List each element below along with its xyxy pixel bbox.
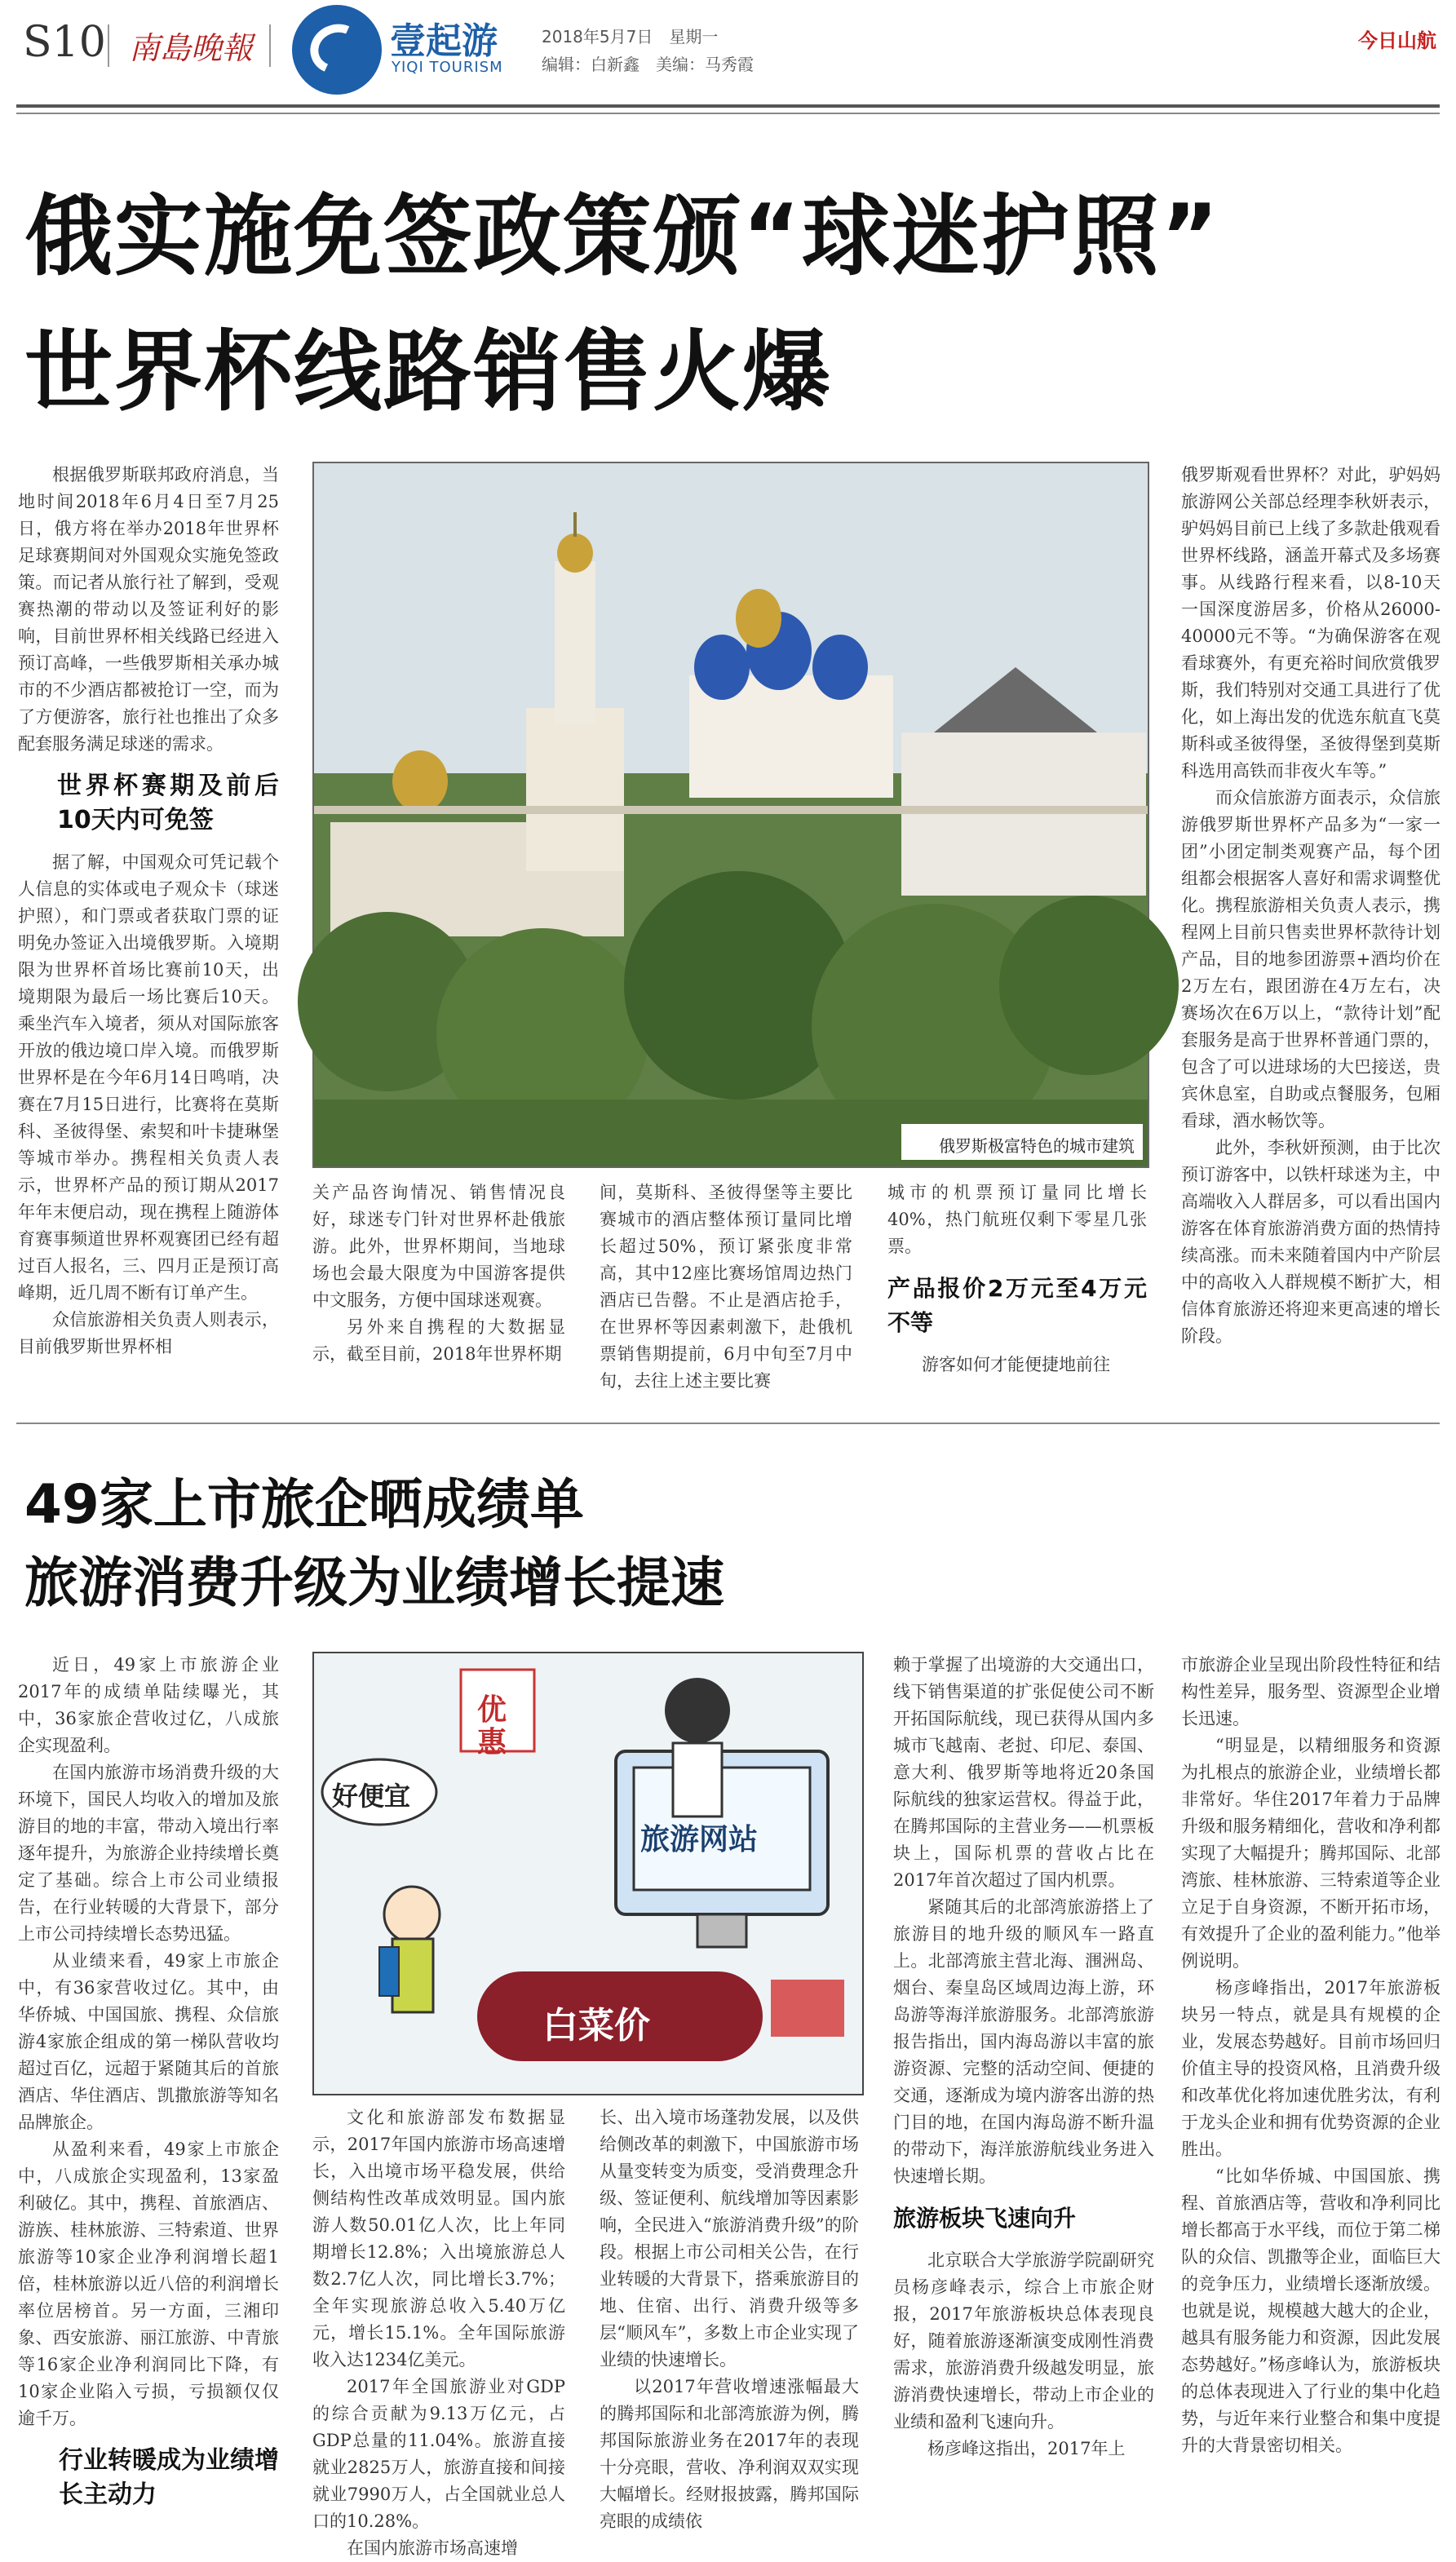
cartoon-illustration: [312, 1652, 864, 2095]
page-number: S10: [23, 18, 106, 67]
paragraph: 在国内旅游市场消费升级的大环境下，国民人均收入的增加及旅游目的地的丰富，带动入境出行率逐年提升，为旅游企业持续增长奠定了基础。综合上市公司业绩报告，在行业转暖的大背景下，部分上市公司持续增长态势迅猛。: [18, 1763, 279, 1944]
article2-title-line1: 49家上市旅企晒成绩单: [24, 1473, 584, 1536]
cartoon-sale-tag: 优惠: [477, 1693, 507, 1759]
paragraph: 此外，李秋妍预测，由于比次预订游客中，以铁杆球迷为主，中高端收入人群居多，可以看出国内游客在体育旅游消费方面的热情持续高涨。而未来随着国内中产阶层中的高收入人群规模不断扩大，相信体育旅游还将迎来更高速的增长阶段。: [1181, 1138, 1441, 1346]
article1-column-4: [887, 1179, 1147, 1398]
section-divider: [16, 1423, 1440, 1424]
paragraph: 从盈利来看，49家上市旅企中，八成旅企实现盈利，13家盈利破亿。其中，携程、首旅酒店、游族、桂林旅游、三特索道、世界旅游等10家企业净利润增长超1倍，桂林旅游以近八倍的利润增长率位居榜首。另一方面，三湘印象、西安旅游、丽江旅游、中青旅等16家企业净利润同比下降，有10家企业陷入亏损，亏损额仅仅逾千万。: [18, 2139, 279, 2428]
article1-subhead-1: 世界杯赛期及前后10天内可免签: [57, 772, 279, 834]
article1-column-3: [600, 1179, 852, 1398]
article2-subhead-1: 行业转暖成为业绩增长主动力: [59, 2446, 279, 2509]
paragraph: “明显是，以精细服务和资源为扎根点的旅游企业，业绩增长都非常好。华住2017年着力于品牌升级和服务精细化，营收和净利都实现了大幅提升；腾邦国际、北部湾旅、桂林旅游、三特索道等企业立足于自身资源，不断开拓市场，有效提升了企业的盈利能力。”他举例说明。: [1181, 1736, 1441, 1971]
article2-column-4: [893, 1652, 1154, 2484]
photo1-caption: 俄罗斯极富特色的城市建筑: [939, 1136, 1135, 1156]
newspaper-name: 南島晚報: [129, 30, 254, 66]
paragraph: 杨彦峰这指出，2017年上: [927, 2439, 1126, 2458]
article1-column-1: [18, 462, 279, 1398]
monastery-photo: [312, 462, 1149, 1168]
header-rule-thin: [16, 113, 1440, 114]
article2-column-1: [18, 1652, 279, 2509]
article1-subhead-2: 产品报价2万元至4万元不等: [887, 1275, 1147, 1336]
article1-title-line2: 世界杯线路销售火爆: [24, 321, 833, 423]
paragraph: 城市的机票预订量同比增长40%，热门航班仅剩下零星几张票。: [887, 1183, 1147, 1256]
paragraph: “比如华侨城、中国国旅、携程、首旅酒店等，营收和净利同比增长都高于水平线，而位于第二梯队的众信、凯撒等企业，面临巨大的竞争压力，业绩增长逐渐放缓。也就是说，规模越大越大的企业，越具有服务能力和资源，因此发展态势越好。”杨彦峰认为，旅游板块的总体表现进入了行业的集中化趋势，与近年来行业整合和集中度提升的大背景密切相关。: [1181, 2166, 1441, 2455]
section-name: 今日山航: [1358, 29, 1436, 52]
article1-column-5: [1181, 462, 1441, 1398]
issue-meta: [542, 23, 754, 78]
paragraph: 文化和旅游部发布数据显示，2017年国内旅游市场高速增长，入出境市场平稳发展，供给侧结构性改革成效明显。国内旅游人数50.01亿人次，比上年同期增长12.8%；入出境旅游总人数2.7亿人次，同比增长3.7%；全年实现旅游总收入5.40万亿元，增长15.1%。全年国际旅游收入达1234亿美元。: [312, 2108, 565, 2370]
paragraph: 关产品咨询情况、销售情况良好，球迷专门针对世界杯赴俄旅游。此外，世界杯期间，当地球场也会最大限度为中国游客提供中文服务，方便中国球迷观赛。: [312, 1183, 565, 1310]
issue-date: 2018年5月7日 星期一: [542, 27, 719, 46]
paragraph: 众信旅游相关负责人则表示，目前俄罗斯世界杯相: [18, 1310, 279, 1356]
paragraph: 市旅游企业呈现出阶段性特征和结构性差异，服务型、资源型企业增长迅速。: [1181, 1655, 1441, 1728]
article2-column-5: [1181, 1652, 1441, 2484]
paragraph: 从业绩来看，49家上市旅企中，有36家营收过亿。其中，由华侨城、中国国旅、携程、众信旅游4家旅企组成的第一梯队营收均超过百亿，远超于紧随其后的首旅酒店、华住酒店、凯撒旅游等知名品牌旅企。: [18, 1951, 279, 2132]
article1-title-line1: 俄实施免签政策颁“球迷护照”: [24, 186, 1220, 288]
article2-title-line2: 旅游消费升级为业绩增长提速: [24, 1551, 724, 1614]
paragraph: 以2017年营收增速涨幅最大的腾邦国际和北部湾旅游为例，腾邦国际旅游业务在2017年的表现十分亮眼，营收、净利润双双实现大幅增长。经财报披露，腾邦国际亮眼的成绩依: [600, 2377, 859, 2531]
header-divider: [108, 24, 109, 67]
paragraph: 游客如何才能便捷地前往: [922, 1355, 1110, 1374]
paragraph: 长、出入境市场蓬勃发展，以及供给侧改革的刺激下，中国旅游市场从量变转变为质变，受消费理念升级、签证便利、航线增加等因素影响，全民进入“旅游消费升级”的阶段。根据上市公司相关公告，在行业转暖的大背景下，搭乘旅游目的地、住宿、出行、消费升级等多层“顺风车”，多数上市企业实现了业绩的快速增长。: [600, 2108, 859, 2370]
paragraph: 间，莫斯科、圣彼得堡等主要比赛城市的酒店整体预订量同比增长超过50%，预订紧张度非常高，其中12座比赛场馆周边热门酒店已告罄。不止是酒店抢手，在世界杯等因素刺激下，赴俄机票销售期提前，6月中旬至7月中旬，去往上述主要比赛: [600, 1183, 852, 1391]
article2-column-2: [312, 2104, 565, 2558]
article2-column-3: [600, 2104, 859, 2531]
header-divider: [269, 24, 271, 67]
paragraph: 北京联合大学旅游学院副研究员杨彦峰表示，综合上市旅企财报，2017年旅游板块总体表现良好，随着旅游逐渐演变成刚性消费需求，旅游消费升级越发明显，旅游消费快速增长，带动上市企业的业绩和盈利飞速向升。: [893, 2250, 1154, 2431]
brand-name-en: YIQI TOURISM: [392, 59, 503, 76]
issue-editors: 编辑：白新鑫 美编：马秀霞: [542, 55, 754, 74]
paragraph: 据了解，中国观众可凭记载个人信息的实体或电子观众卡（球迷护照），和门票或者获取门票的证明免办签证入出境俄罗斯。入境期限为世界杯首场比赛前10天，出境期限为最后一场比赛后10天。乘坐汽车入境者，须从对国际旅客开放的俄边境口岸入境。而俄罗斯世界杯是在今年6月14日鸣哨，决赛在7月15日进行，比赛将在莫斯科、圣彼得堡、索契和叶卡捷琳堡等城市举办。携程相关负责人表示，世界杯产品的预订期从2017年年末便启动，现在携程上随游体育赛事频道世界杯观赛团已经有超过百人报名，三、四月正是预订高峰期，近几周不断有订单产生。: [18, 852, 279, 1303]
paragraph: 另外来自携程的大数据显示，截至目前，2018年世界杯期: [312, 1317, 565, 1364]
cartoon-speech: 好便宜: [332, 1781, 411, 1812]
paragraph: 在国内旅游市场高速增: [347, 2538, 518, 2558]
article1-column-2: [312, 1179, 565, 1398]
cartoon-site-label: 旅游网站: [640, 1823, 759, 1856]
monastery-illustration: [314, 463, 1148, 1166]
paragraph: 赖于掌握了出境游的大交通出口，线下销售渠道的扩张促使公司不断开拓国际航线，现已获得从国内多城市飞越南、老挝、印尼、泰国、意大利、俄罗斯等地将近20条国际航线的独家运营权。得益于此，在腾邦国际的主营业务——机票板块上，国际机票的营收占比在2017年首次超过了国内机票。: [893, 1655, 1154, 1890]
header-rule: [16, 104, 1440, 108]
paragraph: 而众信旅游方面表示，众信旅游俄罗斯世界杯产品多为“一家一团”小团定制类观赛产品，每个团组都会根据客人喜好和需求调整优化。携程旅游相关负责人表示，携程网上目前只售卖世界杯款待计划产品，目的地参团游票+酒均价在2万左右，跟团游在4万左右，决赛场次在6万以上，“款待计划”配套服务是高于世界杯普通门票的，包含了可以进球场的大巴接送，贵宾休息室，自助或点餐服务，包厢看球，酒水畅饮等。: [1181, 788, 1441, 1131]
paragraph: 2017年全国旅游业对GDP的综合贡献为9.13万亿元，占GDP总量的11.04%。旅游直接就业2825万人，旅游直接和间接就业7990万人，占全国就业总人口的10.28%。: [312, 2377, 565, 2531]
paragraph: 杨彦峰指出，2017年旅游板块另一特点，就是具有规模的企业，发展态势越好。目前市场回归价值主导的投资风格，且消费升级和改革优化将加速优胜劣汰，有利于龙头企业和拥有优势资源的企业胜出。: [1181, 1978, 1441, 2159]
paragraph: 根据俄罗斯联邦政府消息，当地时间2018年6月4日至7月25日，俄方将在举办2018年世界杯足球赛期间对外国观众实施免签政策。而记者从旅行社了解到，受观赛热潮的带动以及签证利好的影响，目前世界杯相关线路已经进入预订高峰，一些俄罗斯相关承办城市的不少酒店都被抢订一空，而为了方便游客，旅行社也推出了众多配套服务满足球迷的需求。: [18, 465, 279, 754]
paragraph: 近日，49家上市旅游企业2017年的成绩单陆续曝光，其中，36家旅企营收过亿，八成旅企实现盈利。: [18, 1655, 279, 1755]
cartoon-price-label: 白菜价: [542, 2005, 650, 2047]
paragraph: 俄罗斯观看世界杯？对此，驴妈妈旅游网公关部总经理李秋妍表示，驴妈妈目前已上线了多款赴俄观看世界杯线路，涵盖开幕式及多场赛事。从线路行程来看，以8-10天一国深度游居多，价格从26000-40000元不等。“为确保游客在观看球赛外，有更充裕时间欣赏俄罗斯，我们特别对交通工具进行了优化，如上海出发的优选东航直飞莫斯科或圣彼得堡，圣彼得堡到莫斯科选用高铁而非夜火车等。”: [1181, 465, 1441, 781]
paragraph: 紧随其后的北部湾旅游搭上了旅游目的地升级的顺风车一路直上。北部湾旅主营北海、涠洲岛、烟台、秦皇岛区域周边海上游，环岛游等海洋旅游服务。北部湾旅游报告指出，国内海岛游以丰富的旅游资源、完整的活动空间、便捷的交通，逐渐成为境内游客出游的热门目的地，在国内海岛游不断升温的带动下，海洋旅游航线业务进入快速增长期。: [893, 1897, 1154, 2186]
brand-name: 壹起游: [390, 20, 498, 62]
article2-subhead-2: 旅游板块飞速向升: [893, 2205, 1077, 2232]
